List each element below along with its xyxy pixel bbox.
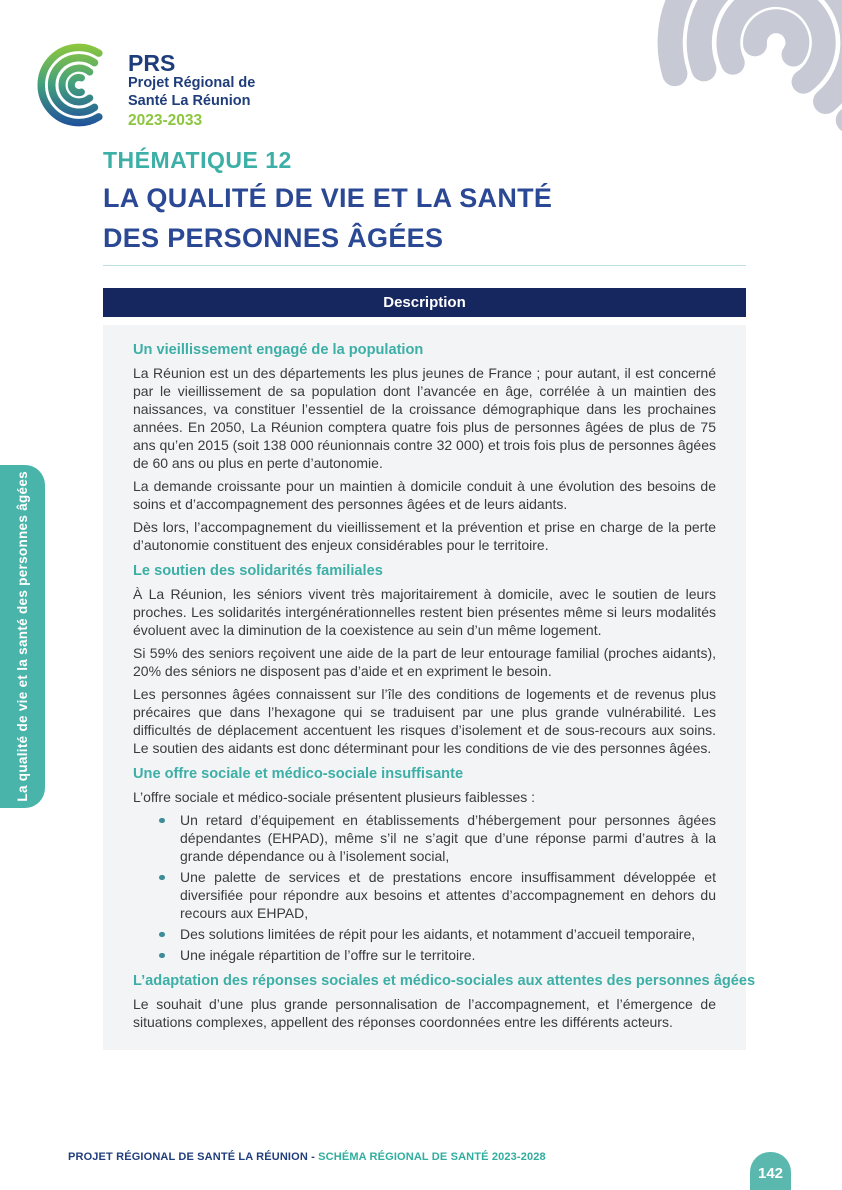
- footer-document-title: PROJET RÉGIONAL DE SANTÉ LA RÉUNION -: [68, 1151, 319, 1163]
- logo-name-line2: Santé La Réunion: [128, 92, 251, 109]
- description-banner-label: Description: [383, 294, 466, 311]
- list-item-text: Une palette de services et de prestations encore insuffisamment développée et diversifiée pour répondre aux besoins et attentes d’accompagnement en dehors du recours aux EHPAD,: [180, 869, 716, 921]
- weaknesses-list: [133, 811, 716, 964]
- logo-acronym: PRS: [128, 50, 176, 76]
- bullet-dot-icon: [159, 875, 165, 881]
- paragraph: À La Réunion, les séniors vivent très majoritairement à domicile, avec le soutien de leurs proches. Les solidarités intergénérationnelles restent bien présentes même si leurs modalités évoluent avec la diminution de la coexistence au sein d’un même logement.: [133, 586, 716, 638]
- paragraph: Dès lors, l’accompagnement du vieillissement et la prévention et prise en charge de la perte d’autonomie constituent des enjeux considérables pour le territoire.: [133, 519, 716, 553]
- logo-name-line1: Projet Régional de: [128, 75, 256, 91]
- thematique-kicker: THÉMATIQUE 12: [103, 147, 292, 173]
- paragraph: Si 59% des seniors reçoivent une aide de la part de leur entourage familial (proches aidants), 20% des séniors ne disposent pas d’aide et en expriment le besoin.: [133, 645, 716, 679]
- title-divider: [103, 265, 746, 266]
- page-title: [103, 178, 746, 258]
- paragraph: La demande croissante pour un maintien à domicile conduit à une évolution des besoins de soins et d’accompagnement des personnes âgées et de leurs aidants.: [133, 478, 716, 512]
- paragraph: La Réunion est un des départements les plus jeunes de France ; pour autant, il est concerné par le vieillissement de sa population dont l’avancée en âge, corrélée à un maintien des naissances, va constituer l’essentiel de la croissance démographique dans les prochaines années. En 2050, La Réunion comptera quatre fois plus de personnes âgées de plus de 75 ans qu’en 2015 (soit 138 000 réunionnais contre 32 000) et trois fois plus de personnes âgées de 60 ans ou plus en perte d’autonomie.: [133, 365, 716, 471]
- page-number: 142: [757, 1165, 784, 1182]
- description-banner: [103, 288, 746, 317]
- list-item-text: Un retard d’équipement en établissements d’hébergement pour personnes âgées dépendantes (EHPAD), même s’il ne s’agit que d’une réponse parmi d’autres à la grande dépendance ou à l’isolement social,: [180, 812, 716, 864]
- title-block: [103, 146, 746, 266]
- list-item: [180, 811, 716, 865]
- footer-reference: [68, 1151, 546, 1163]
- chapter-side-tab-label: La qualité de vie et la santé des personnes âgées: [15, 471, 30, 802]
- prs-logo-arcs-icon: [30, 38, 124, 132]
- footer-schema-title: SCHÉMA RÉGIONAL DE SANTÉ 2023-2028: [318, 1151, 546, 1163]
- page-title-line2: DES PERSONNES ÂGÉES: [103, 223, 444, 253]
- page-number-badge: [750, 1152, 791, 1190]
- list-item: [180, 868, 716, 922]
- page-title-line1: LA QUALITÉ DE VIE ET LA SANTÉ: [103, 183, 553, 213]
- list-item: [180, 925, 716, 943]
- bullet-dot-icon: [159, 953, 165, 959]
- logo-text: [128, 38, 255, 131]
- prs-logo: [30, 38, 255, 132]
- logo-years: 2023-2033: [128, 112, 203, 129]
- chapter-side-tab: [0, 465, 45, 808]
- section-heading-adaptation: L’adaptation des réponses sociales et médico-sociales aux attentes des personnes âgées: [133, 973, 756, 989]
- list-item: [180, 946, 716, 964]
- bullet-dot-icon: [159, 818, 165, 824]
- list-item-text: Une inégale répartition de l’offre sur le territoire.: [180, 947, 476, 963]
- paragraph: L’offre sociale et médico-sociale présentent plusieurs faiblesses :: [133, 789, 536, 805]
- section-heading-offre: Une offre sociale et médico-sociale insuffisante: [133, 766, 464, 782]
- section-heading-vieillissement: Un vieillissement engagé de la population: [133, 342, 424, 358]
- list-item-text: Des solutions limitées de répit pour les aidants, et notamment d’accueil temporaire,: [180, 926, 696, 942]
- paragraph: Le souhait d’une plus grande personnalisation de l’accompagnement, et l’émergence de situations complexes, appellent des réponses coordonnées entre les différents acteurs.: [133, 996, 716, 1030]
- description-panel: [103, 325, 756, 1050]
- section-heading-solidarites: Le soutien des solidarités familiales: [133, 563, 383, 579]
- bullet-dot-icon: [159, 932, 165, 938]
- paragraph: Les personnes âgées connaissent sur l’île des conditions de logements et de revenus plus précaires que dans l’hexagone qui se traduisent par une plus grande vulnérabilité. Les difficultés de déplacement accentuent les risques d’isolement et de sous-recours aux soins. Le soutien des aidants est donc déterminant pour les conditions de vie des personnes âgées.: [133, 686, 716, 756]
